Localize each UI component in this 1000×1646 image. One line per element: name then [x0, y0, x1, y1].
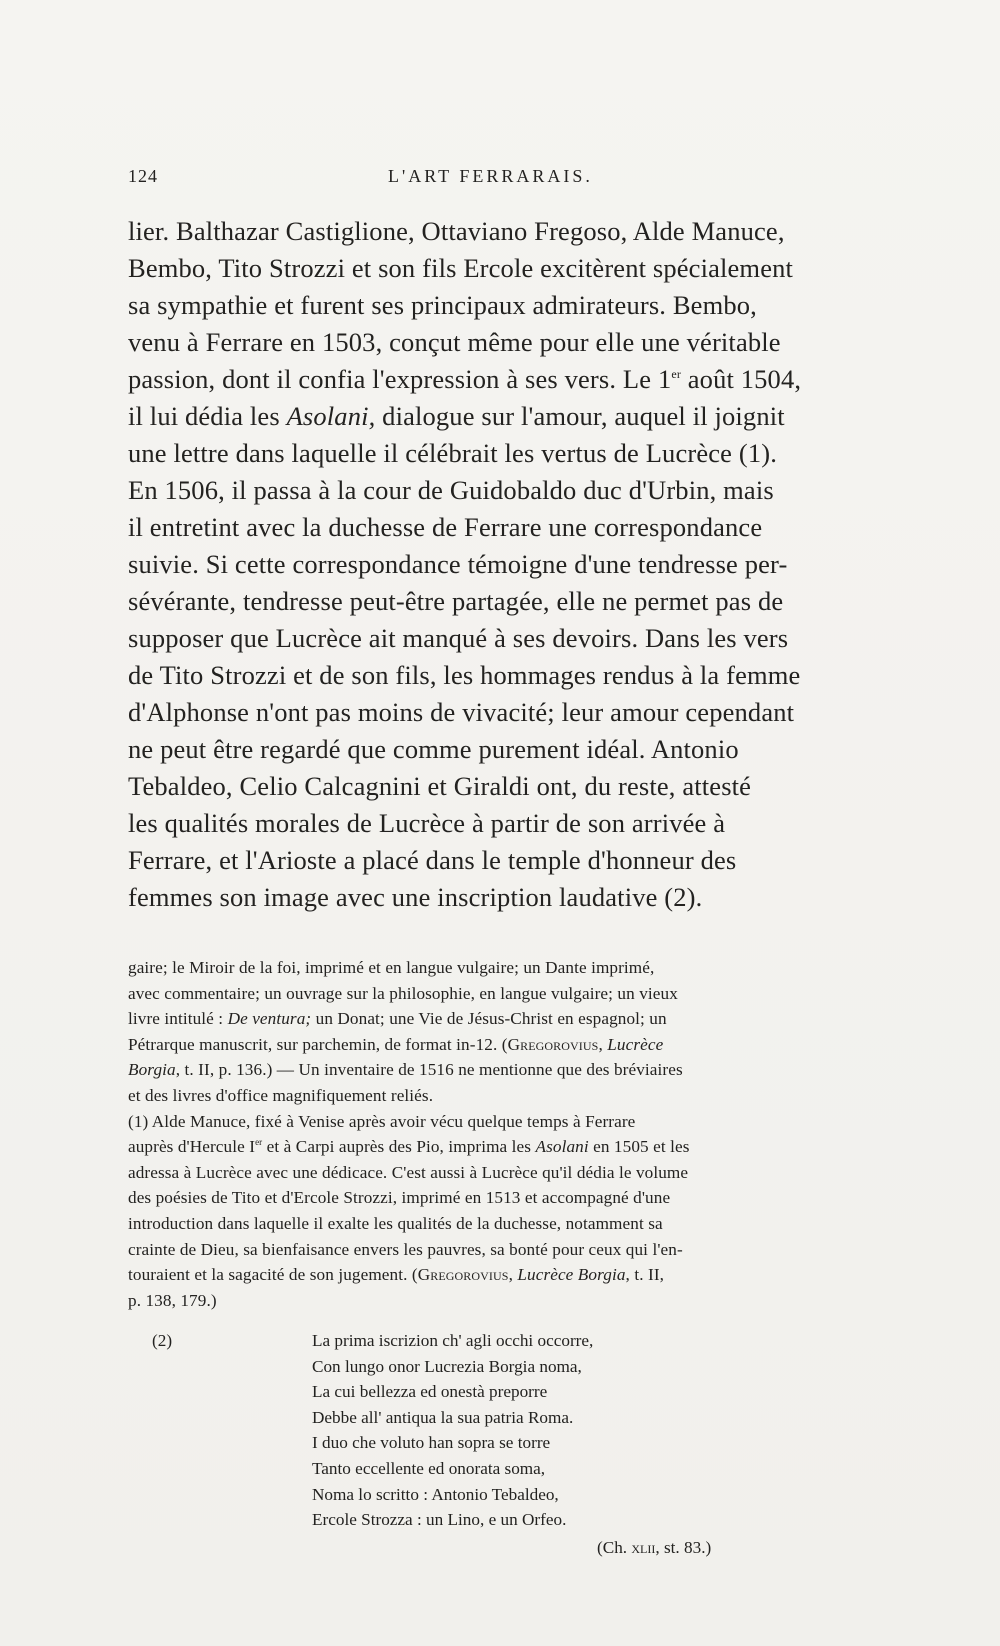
text-line: sa sympathie et furent ses principaux admirateurs. Bembo, [128, 290, 757, 320]
verse-line: La cui bellezza ed onestà preporre [312, 1382, 548, 1402]
text-line: Ferrare, et l'Arioste a placé dans le temple d'honneur des [128, 845, 737, 875]
running-title: L'ART FERRARAIS. [388, 166, 593, 186]
text-fragment: Pétrarque manuscrit, sur parchemin, de format in-12. ( [128, 1034, 508, 1054]
text-line: femmes son image avec une inscription laudative (2). [128, 882, 703, 912]
text-fragment: il lui dédia les [128, 401, 287, 431]
footnote-line [128, 1032, 916, 1058]
verse-stanza [312, 1328, 772, 1533]
text-line: supposer que Lucrèce ait manqué à ses devoirs. Dans les vers [128, 623, 789, 653]
text-fragment: et à Carpi auprès des Pio, imprima les [262, 1137, 536, 1157]
author-name: Gregorovius [417, 1265, 509, 1285]
verse-line: Ercole Strozza : un Lino, e un Orfeo. [312, 1510, 567, 1530]
chapter-numeral: xlii [631, 1538, 656, 1557]
footnote-1-line: p. 138, 179.) [128, 1290, 217, 1310]
text-fragment: touraient et la sagacité de son jugement. ( [128, 1265, 418, 1285]
footnote-marker: (2) [152, 1331, 173, 1350]
text-fragment: , [508, 1265, 518, 1285]
footnote-line [128, 1006, 916, 1032]
text-fragment: livre intitulé : [128, 1009, 228, 1029]
main-text-block [128, 213, 916, 916]
italic-title: Lucrèce Borgia [517, 1265, 626, 1285]
text-fragment: , [598, 1034, 608, 1054]
footnote-1-line: (1) Alde Manuce, fixé à Venise après avoir vécu quelque temps à Ferrare [128, 1111, 636, 1131]
footnote-1-line [128, 1262, 916, 1288]
footnote-1-line: adressa à Lucrèce avec une dédicace. C'est aussi à Lucrèce qu'il dédia le volume [128, 1162, 689, 1182]
footnote-1-line: des poésies de Tito et d'Ercole Strozzi, imprimé en 1513 et accompagné d'une [128, 1188, 671, 1208]
verse-line: Con lungo onor Lucrezia Borgia noma, [312, 1356, 582, 1376]
text-fragment: en 1505 et les [588, 1137, 690, 1157]
text-line: ne peut être regardé que comme purement idéal. Antonio [128, 734, 739, 764]
text-fragment: , t. II, p. 136.) — Un inventaire de 1516 ne mentionne que des bréviaires [175, 1060, 683, 1080]
author-name: Gregorovius [507, 1034, 599, 1054]
text-fragment: passion, dont il confia l'expression à ses vers. Le 1 [128, 364, 672, 394]
text-line: il entretint avec la duchesse de Ferrare une correspondance [128, 512, 763, 542]
text-line: Tebaldeo, Celio Calcagnini et Giraldi ont, du reste, attesté [128, 771, 752, 801]
footnote-line: et des livres d'office magnifiquement reliés. [128, 1085, 434, 1105]
page-number: 124 [128, 166, 158, 186]
text-line: Bembo, Tito Strozzi et son fils Ercole excitèrent spécialement [128, 253, 794, 283]
text-line: une lettre dans laquelle il célébrait les vertus de Lucrèce (1). [128, 438, 777, 468]
text-line: En 1506, il passa à la cour de Guidobaldo duc d'Urbin, mais [128, 475, 774, 505]
verse-line: Debbe all' antiqua la sua patria Roma. [312, 1407, 574, 1427]
text-fragment: août 1504, [680, 364, 802, 394]
footnote-1-line: crainte de Dieu, sa bienfaisance envers les pauvres, sa bonté pour ceux qui l'en- [128, 1239, 683, 1259]
text-fragment: un Donat; une Vie de Jésus-Christ en espagnol; un [311, 1009, 667, 1029]
verse-reference [597, 1535, 711, 1561]
text-line [128, 361, 916, 398]
superscript: er [671, 367, 681, 381]
text-line: venu à Ferrare en 1503, conçut même pour elle une véritable [128, 327, 781, 357]
text-line: de Tito Strozzi et de son fils, les hommages rendus à la femme [128, 660, 801, 690]
text-fragment: , st. 83.) [655, 1538, 712, 1557]
page-header [128, 166, 916, 194]
text-fragment: dialogue sur l'amour, auquel il joignit [375, 401, 785, 431]
italic-title: Borgia [128, 1060, 176, 1080]
text-line: suivie. Si cette correspondance témoigne d'une tendresse per- [128, 549, 788, 579]
verse-line: Tanto eccellente ed onorata soma, [312, 1458, 546, 1478]
italic-title: Lucrèce [607, 1034, 664, 1054]
text-fragment: auprès d'Hercule I [128, 1137, 256, 1157]
footnote-1-line [128, 1134, 916, 1160]
verse-line: I duo che voluto han sopra se torre [312, 1433, 551, 1453]
text-line [128, 398, 916, 435]
text-line: les qualités morales de Lucrèce à partir de son arrivée à [128, 808, 726, 838]
superscript: er [255, 1137, 263, 1148]
text-line: d'Alphonse n'ont pas moins de vivacité; leur amour cependant [128, 697, 795, 727]
footnote-line: gaire; le Miroir de la foi, imprimé et en langue vulgaire; un Dante imprimé, [128, 958, 655, 977]
text-fragment: (Ch. [597, 1538, 632, 1557]
footnotes-block [128, 955, 916, 1313]
footnote-line [128, 1057, 916, 1083]
italic-title: De ventura; [227, 1009, 312, 1029]
italic-title: Asolani, [286, 401, 376, 431]
text-fragment: , t. II, [625, 1265, 665, 1285]
footnote-1-line: introduction dans laquelle il exalte les qualités de la duchesse, notamment sa [128, 1213, 663, 1233]
text-line: lier. Balthazar Castiglione, Ottaviano Fregoso, Alde Manuce, [128, 216, 785, 246]
verse-line: Noma lo scritto : Antonio Tebaldeo, [312, 1484, 559, 1504]
text-line: sévérante, tendresse peut-être partagée, elle ne permet pas de [128, 586, 784, 616]
italic-title: Asolani [535, 1137, 589, 1157]
footnote-line: avec commentaire; un ouvrage sur la philosophie, en langue vulgaire; un vieux [128, 983, 678, 1003]
verse-line: La prima iscrizion ch' agli occhi occorre, [312, 1331, 594, 1350]
